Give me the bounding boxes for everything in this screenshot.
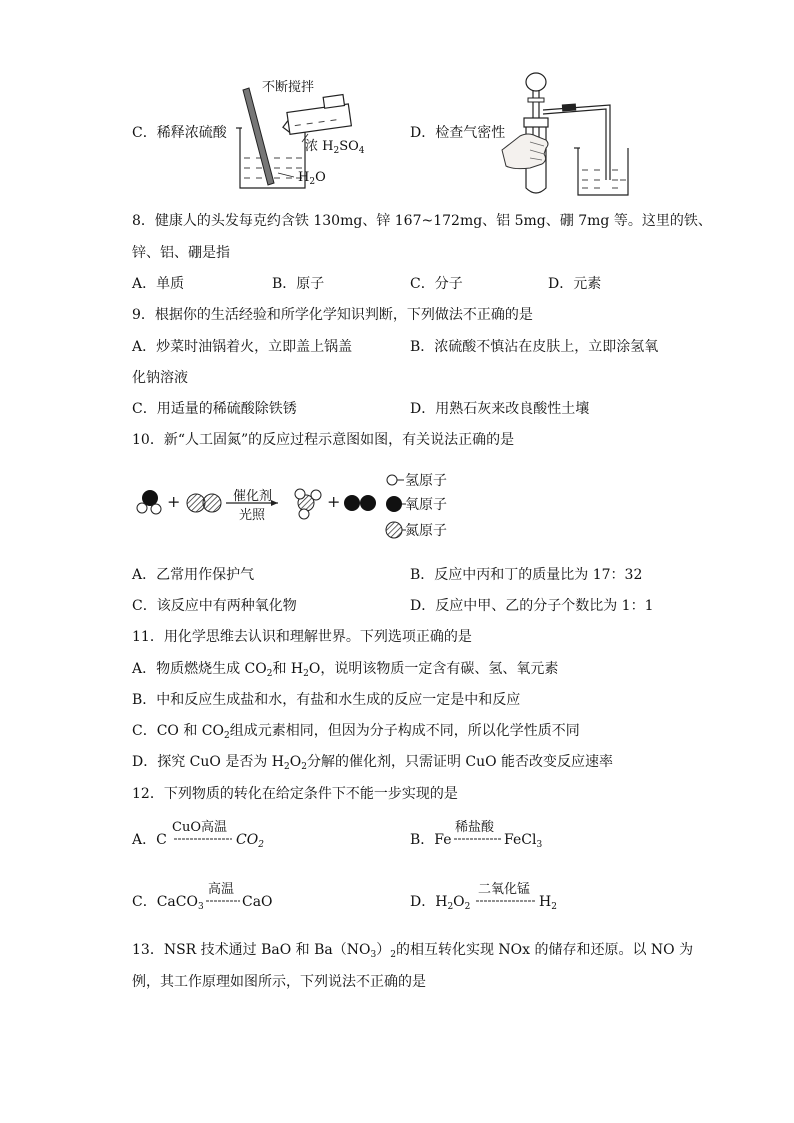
q7-c-stir-label: 不断搅拌 bbox=[262, 80, 315, 95]
reaction-condition-light: 光照 bbox=[239, 508, 266, 523]
product-oxygen-molecule bbox=[344, 495, 376, 511]
q7-c-water-label: $H_2O$ bbox=[298, 170, 326, 187]
q8-option-a: A．单质 bbox=[132, 276, 185, 292]
q9-option-a: A．炒菜时油锅着火，立即盖上锅盖 bbox=[132, 339, 353, 355]
q12-option-b-condition: 稀盐酸 bbox=[455, 820, 495, 835]
q11-option-c: C．CO 和 $CO_2$组成元素相同，但因为分子构成不同，所以化学性质不同 bbox=[132, 723, 580, 741]
q12-option-c-condition: 高温 bbox=[208, 882, 235, 897]
q12-d-arrow bbox=[476, 898, 538, 904]
q8-stem-line2: 锌、铝、硼是指 bbox=[132, 245, 230, 261]
q7-option-c-label: C．稀释浓硫酸 bbox=[132, 125, 227, 141]
q12-option-b-reactant: B．Fe bbox=[410, 832, 452, 848]
legend-nitrogen: 氮原子 bbox=[405, 523, 447, 539]
q8-stem-line1: 8．健康人的头发每克约含铁 130mg、锌 167~172mg、铝 5mg、硼 7mg 等。这里的铁、 bbox=[132, 213, 712, 229]
reactant-nitrogen-molecule bbox=[187, 494, 221, 512]
q11-option-b: B．中和反应生成盐和水，有盐和水生成的反应一定是中和反应 bbox=[132, 692, 521, 708]
q10-stem: 10．新“人工固氮”的反应过程示意图如图，有关说法正确的是 bbox=[132, 432, 515, 448]
airtightness-apparatus bbox=[500, 70, 650, 200]
q12-stem: 12．下列物质的转化在给定条件下不能一步实现的是 bbox=[132, 786, 458, 802]
reaction-condition-catalyst: 催化剂 bbox=[233, 489, 273, 504]
q10-option-d: D．反应中甲、乙的分子个数比为 1：1 bbox=[410, 598, 654, 614]
q11-option-d: D．探究 CuO 是否为 $H_2O_2$分解的催化剂，只需证明 CuO 能否改变反应速率 bbox=[132, 754, 614, 772]
q9-option-c: C．用适量的稀硫酸除铁锈 bbox=[132, 401, 297, 417]
q12-a-arrow bbox=[174, 836, 234, 842]
legend-hydrogen: 氢原子 bbox=[405, 473, 447, 489]
q8-option-d: D．元素 bbox=[548, 276, 602, 292]
q9-option-b-continued: 化钠溶液 bbox=[132, 370, 188, 386]
q11-option-a: A．物质燃烧生成 $CO_2$和 $H_2O$，说明该物质一定含有碳、氢、氧元素 bbox=[132, 661, 559, 679]
q10-option-b: B．反应中丙和丁的质量比为 17：32 bbox=[410, 567, 643, 583]
q12-option-c-reactant: C．CaCO$_3$ bbox=[132, 894, 204, 912]
q9-stem: 9．根据你的生活经验和所学化学知识判断，下列做法不正确的是 bbox=[132, 307, 533, 323]
q9-option-d: D．用熟石灰来改良酸性土壤 bbox=[410, 401, 590, 417]
legend-oxygen: 氧原子 bbox=[405, 497, 447, 513]
q12-option-d-reactant: D．$H_2O_2$ bbox=[410, 894, 471, 912]
q12-option-a-product: $CO_2$ bbox=[236, 832, 264, 850]
plus-sign-2: + bbox=[327, 492, 341, 511]
q12-option-a-reactant: A．C bbox=[132, 832, 167, 848]
q10-option-c: C．该反应中有两种氧化物 bbox=[132, 598, 297, 614]
q8-option-c: C．分子 bbox=[410, 276, 463, 292]
q7-option-d-label: D．检查气密性 bbox=[410, 125, 506, 141]
q12-b-arrow bbox=[454, 836, 504, 842]
reactant-water-molecule bbox=[137, 490, 161, 514]
plus-sign-1: + bbox=[167, 492, 181, 511]
q12-option-d-product: $H_2$ bbox=[539, 894, 557, 912]
q7-c-acid-label: 浓 $H_2SO_4$ bbox=[305, 139, 365, 156]
q9-option-b: B．浓硫酸不慎沾在皮肤上，立即涂氢氧 bbox=[410, 339, 659, 355]
q11-stem: 11．用化学思维去认识和理解世界。下列选项正确的是 bbox=[132, 629, 472, 645]
q12-c-arrow bbox=[206, 898, 242, 904]
q13-stem-line1: 13．NSR 技术通过 BaO 和 $Ba(NO_3)_2$的相互转化实现 NOx 的储存和还原。以 NO 为 bbox=[132, 942, 694, 960]
q8-option-b: B．原子 bbox=[272, 276, 325, 292]
q12-option-a-condition: CuO高温 bbox=[172, 820, 227, 835]
q12-option-b-product: FeCl$_3$ bbox=[504, 832, 543, 850]
product-ammonia-molecule bbox=[295, 489, 321, 519]
q10-option-a: A．乙常用作保护气 bbox=[132, 567, 255, 583]
q12-option-c-product: CaO bbox=[242, 894, 273, 910]
q13-stem-line2: 例，其工作原理如图所示，下列说法不正确的是 bbox=[132, 974, 426, 990]
q12-option-d-condition: 二氧化锰 bbox=[478, 882, 531, 897]
